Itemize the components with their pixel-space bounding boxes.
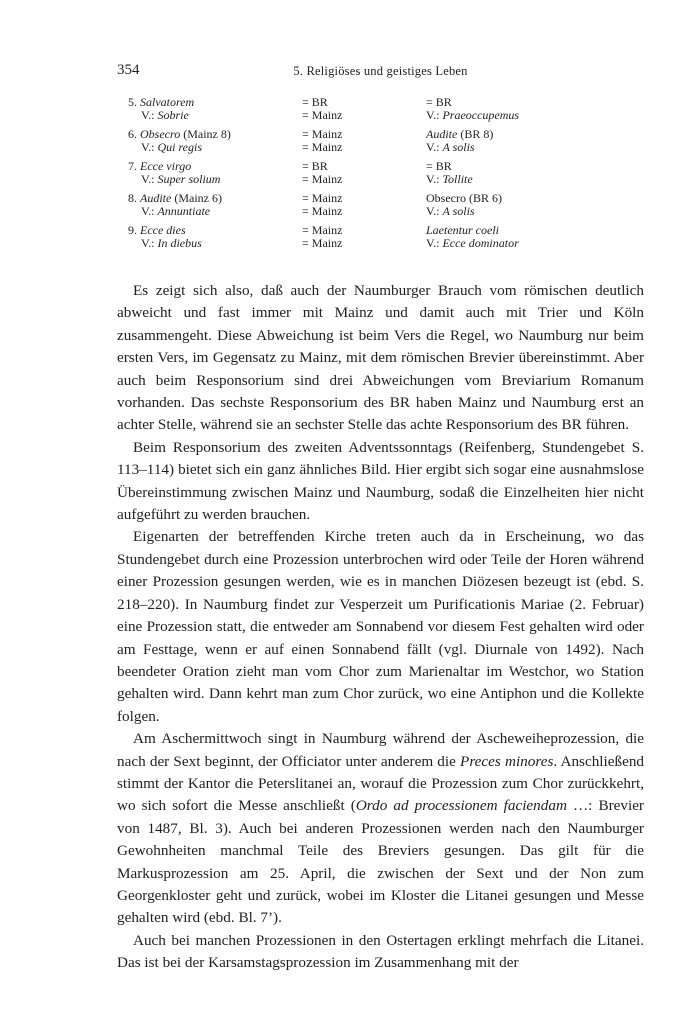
italic-text-run: Ecce dominator [442, 236, 519, 250]
text-run: = BR [426, 95, 452, 109]
text-run: V.: [426, 172, 443, 186]
text-run: V.: [141, 172, 158, 186]
italic-text-run: Audite [426, 127, 458, 141]
responsory-row [128, 96, 598, 109]
page-number: 354 [117, 62, 140, 78]
text-run: . Anschließend stimmt der Kantor die Peterslitanei an, worauf die Prozession zum Chor zurückkehrt, wo sich sofort die Messe anschließt ( [117, 752, 645, 815]
verse-row [128, 205, 598, 218]
italic-text-run: Annuntiate [157, 204, 211, 218]
text-run: Auch bei manchen Prozessionen in den Ostertagen erklingt mehrfach die Litanei. Das ist bei der Karsamstagsprozession im Zusammenhang mit der [117, 931, 644, 972]
text-run: Obsecro (BR 6) [426, 191, 502, 205]
verse-mainz: = Mainz [302, 140, 343, 154]
verse-br [426, 141, 598, 154]
italic-text-run: A solis [442, 140, 475, 154]
text-run: V.: [141, 108, 158, 122]
italic-text-run: Qui regis [157, 140, 203, 154]
verse-mainz: = Mainz [302, 236, 343, 250]
text-run: V.: [426, 204, 443, 218]
text-run: V.: [426, 108, 443, 122]
responsory-mainz: = Mainz [302, 127, 343, 141]
text-run: 9. [128, 223, 140, 237]
text-run: Eigenarten der betreffenden Kirche treten auch da in Erscheinung, wo das Stundengebet durch eine Prozession unterbrochen wird oder Teile der Horen während einer Prozession gesungen werden, wie es in manchen Diözesen bezeugt ist (ebd. S. 218–220). In Naumburg findet zur Vesperzeit um Purificationis Mariae (2. Februar) eine Prozession statt, die entweder am Sonnabend vor diesem Fest gehalten wird oder am Festtage, wenn er auf einen Sonnabend fällt (vgl. Diurnale von 1492). Nach beendeter Oration zieht man vom Chor zum Marienaltar im Westchor, wo Station gehalten wird. Dann kehrt man zum Chor zurück, wo eine Antiphon und die Kollekte folgen. [117, 528, 644, 725]
verse-br [426, 205, 598, 218]
italic-text-run: Laetentur coeli [426, 223, 499, 237]
text-run: (Mainz 6) [171, 191, 222, 205]
verse-row [128, 109, 598, 122]
italic-text-run: Ecce dies [140, 223, 186, 237]
verse-br [426, 109, 598, 122]
italic-text-run: A solis [442, 204, 475, 218]
responsory-table [128, 96, 598, 250]
body-paragraph [117, 526, 644, 728]
running-head: 5. Religiöses und geistiges Leben [293, 64, 468, 78]
responsory-mainz: = Mainz [302, 191, 343, 205]
verse-naumburg [128, 141, 302, 154]
responsory-mainz: = BR [302, 159, 328, 173]
body-text [117, 280, 644, 975]
verse-br [426, 173, 598, 186]
text-run: Beim Responsorium des zweiten Adventssonntags (Reifenberg, Stundengebet S. 113–114) bietet sich ein ganz ähnliches Bild. Hier ergibt sich sogar eine ausnahmslose Übereinstimmung zwischen Mainz und Naumburg, sodaß die Einzelheiten hier nicht aufgeführt zu werden brauchen. [117, 438, 644, 524]
verse-row [128, 237, 598, 250]
text-run: V.: [141, 140, 158, 154]
italic-text-run: Ordo ad processionem faciendam [355, 797, 567, 815]
verse-naumburg [128, 109, 302, 122]
text-run: Es zeigt sich also, daß auch der Naumburger Brauch vom römischen deutlich abweicht und fast immer mit Mainz und damit auch mit Trier und Köln zusammengeht. Diese Abweichung ist beim Vers die Regel, wo Naumburg nur beim ersten Vers, im Gegensatz zu Mainz, mit dem römischen Brevier übereinstimmt. Aber auch beim Responsorium sind drei Abweichungen vom Breviarium Romanum vorhanden. Das sechste Responsorium des BR haben Mainz und Naumburg erst an achter Stelle, während sie an sechster Stelle das achte Responsorium des BR führen. [117, 282, 644, 434]
italic-text-run: Salvatorem [140, 95, 195, 109]
text-run: V.: [141, 204, 158, 218]
body-paragraph [117, 728, 644, 930]
italic-text-run: Tollite [442, 172, 473, 186]
body-paragraph [117, 930, 644, 975]
responsory-mainz: = BR [302, 95, 328, 109]
italic-text-run: Preces minores [460, 752, 554, 770]
page-header [117, 62, 644, 82]
text-run: V.: [426, 140, 443, 154]
text-run: Am Aschermittwoch singt in Naumburg während der Ascheweiheprozession, die nach der Sext beginnt, der Officiator unter anderem die [117, 730, 644, 770]
text-run: V.: [141, 236, 158, 250]
italic-text-run: Audite [140, 191, 172, 205]
text-run: 6. [128, 127, 140, 141]
text-run: 8. [128, 191, 140, 205]
text-run: (Mainz 8) [180, 127, 231, 141]
text-run: …: Brevier von 1487, Bl. 3). Auch bei anderen Prozessionen werden nach den Naumburger Gewohnheiten manchmal Teile des Breviers gesungen. Das gilt für die Markusprozession am 25. April, die zwischen der Sext und der Non zum Georgenkloster geht und zurück, wobei im Kloster die Litanei gesungen und Messe gehalten wird (ebd. Bl. 7’). [117, 797, 644, 927]
italic-text-run: Obsecro [140, 127, 181, 141]
italic-text-run: In diebus [157, 236, 202, 250]
text-run: = BR [426, 159, 452, 173]
body-paragraph [117, 280, 644, 437]
italic-text-run: Praeoccupemus [442, 108, 520, 122]
verse-mainz: = Mainz [302, 172, 343, 186]
verse-row [128, 173, 598, 186]
verse-row [128, 141, 598, 154]
text-run: (BR 8) [457, 127, 494, 141]
verse-br [426, 237, 598, 250]
italic-text-run: Ecce virgo [140, 159, 192, 173]
verse-naumburg [128, 237, 302, 250]
verse-mainz: = Mainz [302, 108, 343, 122]
text-run: V.: [426, 236, 443, 250]
verse-mainz: = Mainz [302, 204, 343, 218]
body-paragraph [117, 437, 644, 527]
verse-naumburg [128, 205, 302, 218]
italic-text-run: Super solium [157, 172, 221, 186]
responsory-mainz: = Mainz [302, 223, 343, 237]
verse-naumburg [128, 173, 302, 186]
italic-text-run: Sobrie [157, 108, 189, 122]
text-run: 5. [128, 95, 140, 109]
text-run: 7. [128, 159, 140, 173]
